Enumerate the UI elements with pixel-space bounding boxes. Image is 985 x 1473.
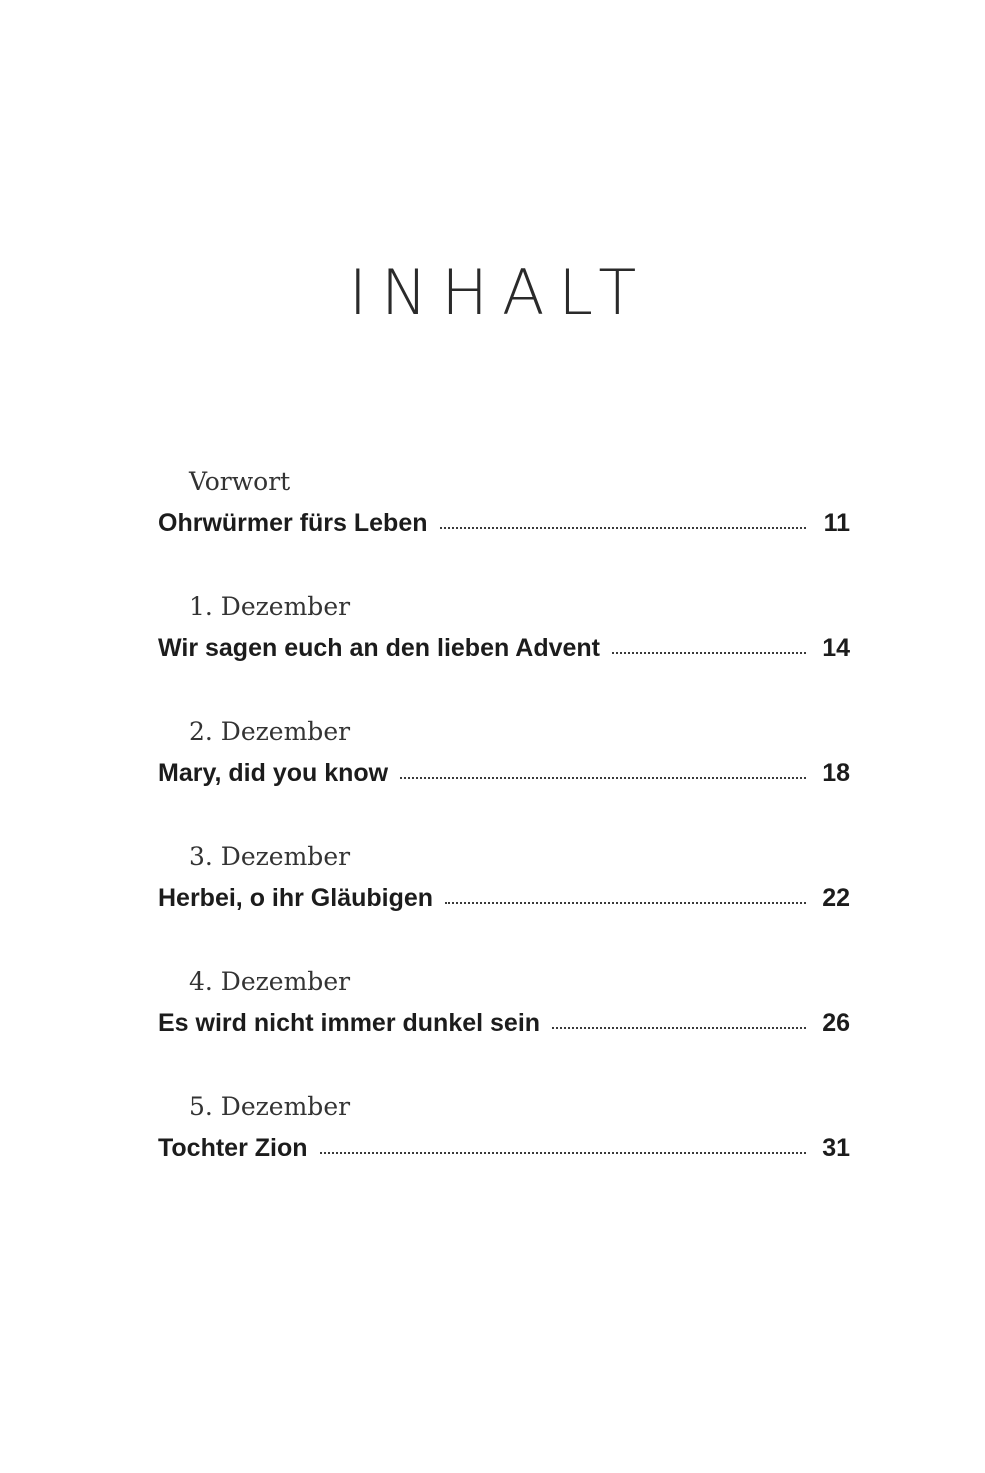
toc-entry-title[interactable]: Herbei, o ihr Gläubigen [158, 884, 434, 912]
toc-entry-day: Vorwort [189, 467, 291, 496]
toc-entry-day: 3. Dezember [189, 842, 351, 871]
toc-entry-title[interactable]: Ohrwürmer fürs Leben [158, 509, 428, 537]
toc-entry-page: 31 [822, 1134, 850, 1162]
dot-leader [445, 901, 806, 904]
toc-entry[interactable] [158, 963, 850, 1088]
toc-entry-title[interactable]: Wir sagen euch an den lieben Advent [158, 634, 600, 662]
toc-entry-line [158, 634, 850, 668]
toc-entry[interactable] [158, 588, 850, 713]
dot-leader [552, 1026, 806, 1029]
toc-entry[interactable] [158, 838, 850, 963]
toc-entry-title[interactable]: Mary, did you know [158, 759, 389, 787]
toc-entry-day: 5. Dezember [189, 1092, 351, 1121]
toc-entry-line [158, 509, 850, 543]
page-title: INHALT [348, 256, 651, 329]
dot-leader [440, 526, 807, 529]
toc-entry-page: 11 [823, 509, 850, 537]
toc-entry-title[interactable]: Es wird nicht immer dunkel sein [158, 1009, 541, 1037]
dot-leader [612, 651, 806, 654]
toc-entry-page: 22 [822, 884, 850, 912]
toc-entry-page: 26 [822, 1009, 850, 1037]
toc-entry-day: 1. Dezember [189, 592, 351, 621]
toc-entry-day: 2. Dezember [189, 717, 351, 746]
toc-entry[interactable] [158, 1088, 850, 1213]
table-of-contents [158, 463, 850, 1213]
toc-entry[interactable] [158, 463, 850, 588]
dot-leader [320, 1151, 806, 1154]
toc-entry[interactable] [158, 713, 850, 838]
toc-entry-line [158, 1009, 850, 1043]
toc-entry-page: 14 [822, 634, 850, 662]
dot-leader [400, 776, 806, 779]
toc-entry-line [158, 884, 850, 918]
toc-entry-line [158, 759, 850, 793]
toc-entry-title[interactable]: Tochter Zion [158, 1134, 308, 1162]
toc-entry-line [158, 1134, 850, 1168]
toc-entry-day: 4. Dezember [189, 967, 351, 996]
toc-entry-page: 18 [822, 759, 850, 787]
